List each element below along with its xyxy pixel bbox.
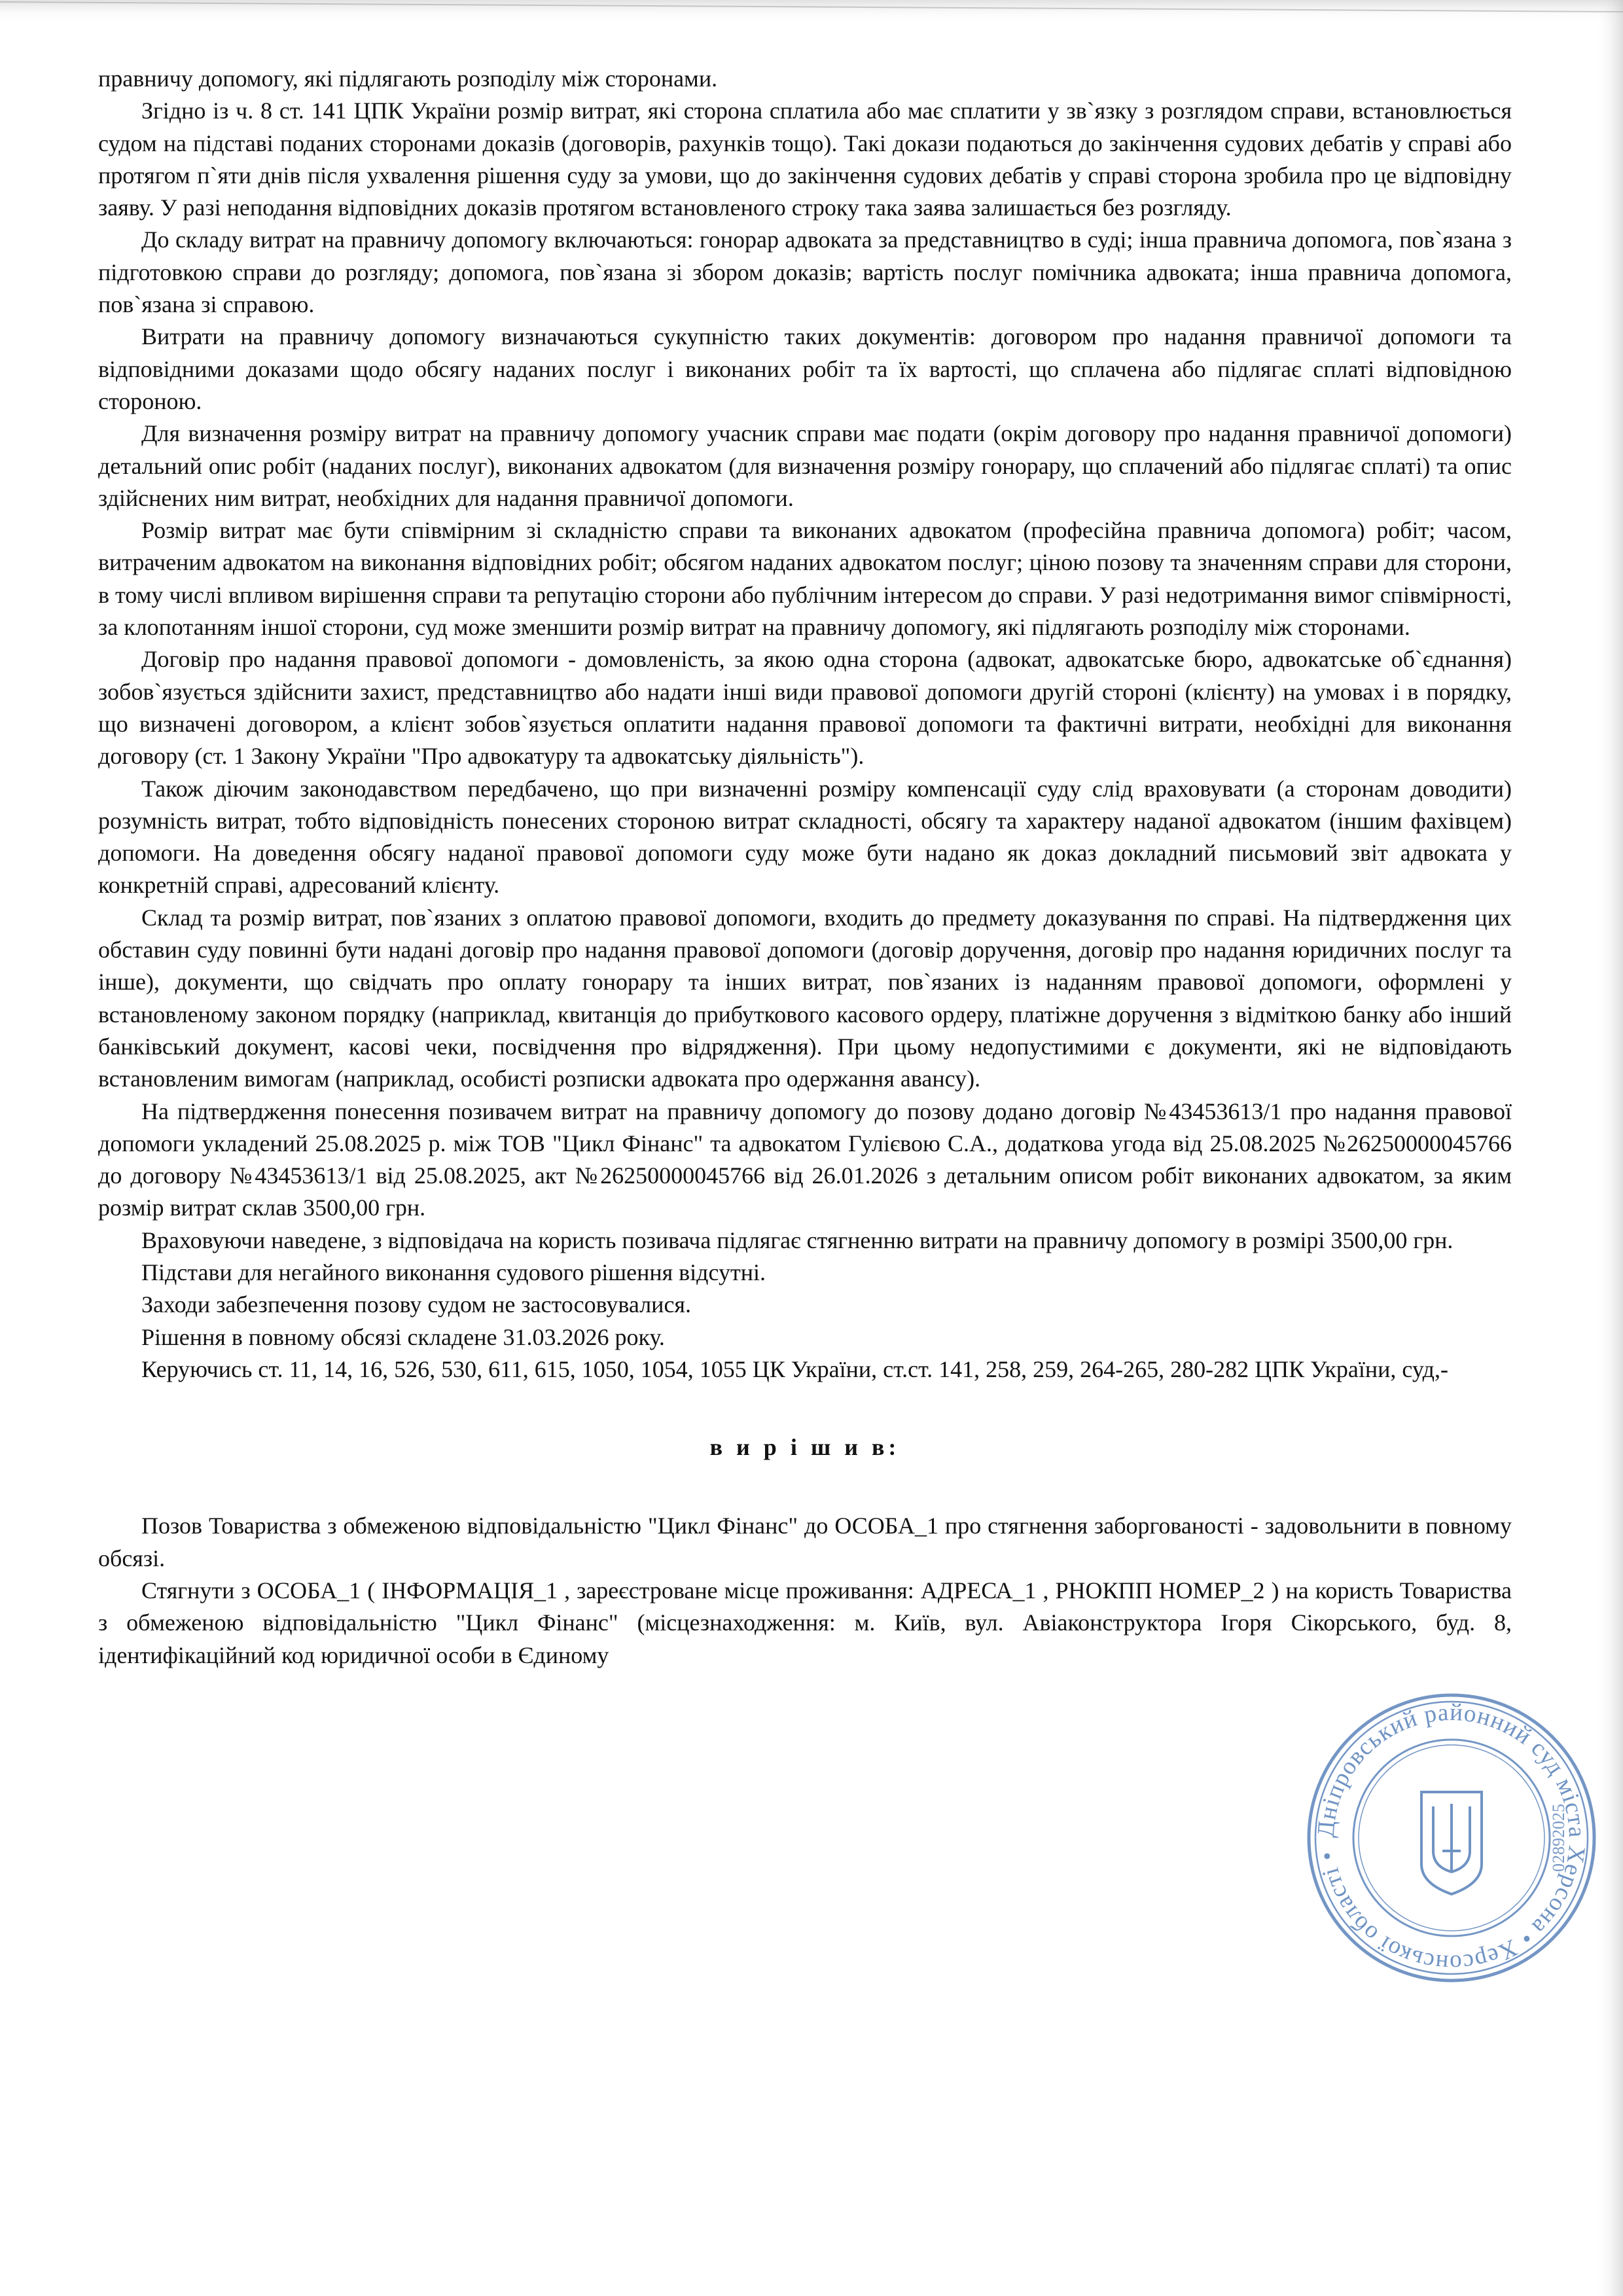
paragraph: До складу витрат на правничу допомогу включаються: гонорар адвоката за представництво в суді; інша правнича допомога, пов`язана з підготовкою справи до розгляду; допомога, пов`язана зі збором доказів; вартість послуг помічника адвоката; інша правнича допомога, пов`язана зі справою. <box>98 226 1512 318</box>
paragraph: Також діючим законодавством передбачено, що при визначенні розміру компенсації суду слід враховувати (а сторонам доводити) розумність витрат, тобто відповідність понесених стороною витрат складності, обсягу та характеру наданої адвокатом (іншим фахівцем) допомоги. На доведення обсягу наданої правової допомоги суду може бути надано як доказ докладний письмовий звіт адвоката у конкретній справі, адресований клієнту. <box>98 775 1512 899</box>
paragraph: Згідно із ч. 8 ст. 141 ЦПК України розмір витрат, які сторона сплатила або має сплатити у зв`язку з розглядом справи, встановлюється судом на підставі поданих сторонами доказів (договорів, рахунків тощо). Такі докази подаються до закінчення судових дебатів у справі або протягом п`яти днів після ухвалення рішення суду за умови, що до закінчення судових дебатів у справі сторона зробила про це відповідну заяву. У разі неподання відповідних доказів протягом встановленого строку така заява залишається без розгляду. <box>98 98 1512 221</box>
paragraph: Враховуючи наведене, з відповідача на користь позивача підлягає стягненню витрати на правничу допомогу в розмірі 3500,00 грн. <box>141 1227 1454 1253</box>
decision-heading: в и р і ш и в: <box>709 1434 901 1461</box>
paragraph: На підтвердження понесення позивачем витрат на правничу допомогу до позову додано договір №43453613/1 про надання правової допомоги укладений 25.08.2025 р. між ТОВ "Цикл Фінанс" та адвокатом Гулієвою С.А., додаткова угода від 25.08.2025 №26250000045766 до договору №43453613/1 від 25.08.2025, акт №26250000045766 від 26.01.2026 з детальним описом робіт виконаних адвокатом, за яким розмір витрат склав 3500,00 грн. <box>98 1098 1512 1221</box>
court-stamp <box>1302 1689 1601 1987</box>
spacer <box>98 1484 1512 1510</box>
paragraph: правничу допомогу, які підлягають розподілу між сторонами. <box>98 65 718 92</box>
paragraph: Заходи забезпечення позову судом не застосовувалися. <box>141 1291 691 1318</box>
paragraph: Договір про надання правової допомоги - домовленість, за якою одна сторона (адвокат, адвокатське бюро, адвокатське об`єднання) зобов`язується здійснити захист, представництво або надати інші види правової допомоги другій стороні (клієнту) на умовах і в порядку, що визначені договором, а клієнт зобов`язується оплатити надання правової допомоги та фактичні витрати, необхідні для виконання договору (ст. 1 Закону України "Про адвокатуру та адвокатську діяльність"). <box>98 646 1512 770</box>
decision-paragraph: Позов Товариства з обмеженою відповідальністю "Цикл Фінанс" до ОСОБА_1 про стягнення заборгованості - задовольнити в повному обсязі. <box>98 1513 1512 1571</box>
paragraph: Склад та розмір витрат, пов`язаних з оплатою правової допомоги, входить до предмету доказування по справі. На підтвердження цих обставин суду повинні бути надані договір про надання правової допомоги (договір доручення, договір про надання юридичних послуг та інше), документи, що свідчать про оплату гонорару та інших витрат, пов`язаних із наданням правової допомоги, оформлені у встановленому законом порядку (наприклад, квитанція до прибуткового касового ордеру, платіжне доручення з відміткою банку або інший банківський документ, касові чеки, посвідчення про відрядження). При цьому недопустимими є документи, які не відповідають встановленим вимогам (наприклад, особисті розписки адвоката про одержання авансу). <box>98 904 1512 1092</box>
paragraph: Розмір витрат має бути співмірним зі складністю справи та виконаних адвокатом (професійна правнича допомога) робіт; часом, витраченим адвокатом на виконання відповідних робіт; обсягом наданих адвокатом послуг; ціною позову та значенням справи для сторони, в тому числі впливом вирішення справи та репутацію сторони або публічним інтересом до справи. У разі недотримання вимог співмірності, за клопотанням іншої сторони, суд може зменшити розмір витрат на правничу допомогу, які підлягають розподілу між сторонами. <box>98 517 1512 641</box>
stamp-number: 02892025 <box>1549 1804 1568 1872</box>
paragraph: Рішення в повному обсязі складене 31.03.2026 року. <box>141 1323 665 1350</box>
paragraph: Підстави для негайного виконання судового рішення відсутні. <box>141 1259 766 1285</box>
paragraph: Для визначення розміру витрат на правничу допомогу учасник справи має подати (окрім договору про надання правничої допомоги) детальний опис робіт (наданих послуг), виконаних адвокатом (для визначення розміру гонорару, що сплачений або підлягає сплаті) та опис здійснених ним витрат, необхідних для надання правничої допомоги. <box>98 420 1512 511</box>
paragraph: Витрати на правничу допомогу визначаються сукупністю таких документів: договором про надання правничої допомоги та відповідними доказами щодо обсягу наданих послуг і виконаних робіт та їх вартості, що сплачена або підлягає сплаті відповідною стороною. <box>98 323 1512 414</box>
paragraph: Керуючись ст. 11, 14, 16, 526, 530, 611, 615, 1050, 1054, 1055 ЦК України, ст.ст. 141, 258, 259, 264-265, 280-282 ЦПК України, суд,- <box>141 1355 1448 1382</box>
decision-paragraph: Стягнути з ОСОБА_1 ( ІНФОРМАЦІЯ_1 , зареєстроване місце проживання: АДРЕСА_1 , РНОКПП НОМЕР_2 ) на користь Товариства з обмеженою відповідальністю "Цикл Фінанс" (місцезнаходження: м. Київ, вул. Авіаконструктора Ігоря Сікорського, буд. 8, ідентифікаційний код юридичної особи в Єдиному <box>98 1577 1512 1668</box>
spacer <box>98 1386 1512 1412</box>
document-body <box>98 63 1512 1672</box>
trident-icon <box>1421 1792 1482 1894</box>
stamp-ring-text: Дніпровський районний суд міста Херсона • Херсонської області • <box>1312 1698 1591 1977</box>
